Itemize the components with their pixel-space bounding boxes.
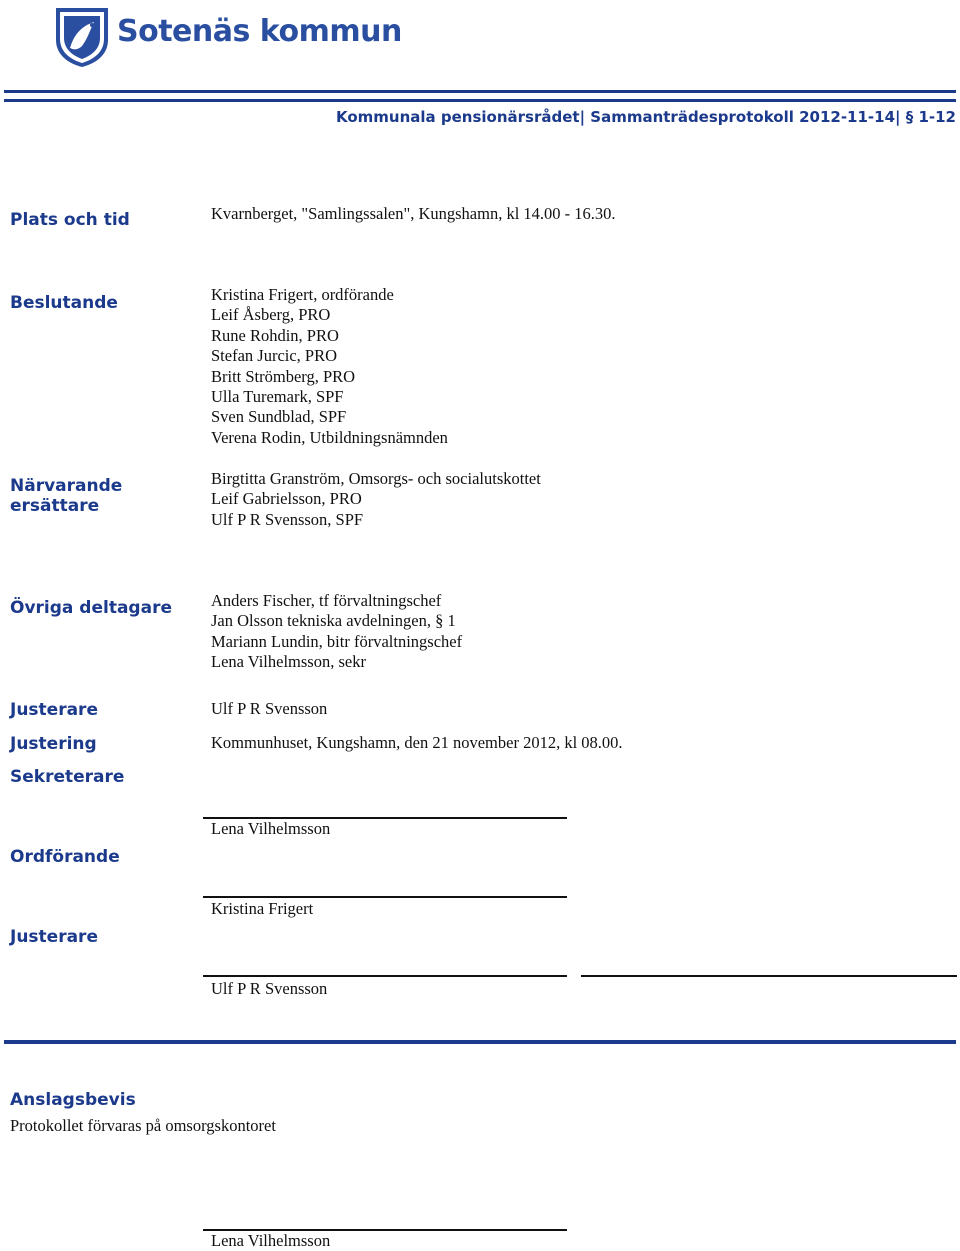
decision-members-list [211, 285, 448, 448]
secretary-name: Lena Vilhelmsson [211, 819, 331, 838]
others-list [211, 591, 462, 673]
list-item: Leif Gabrielsson, PRO [211, 489, 362, 509]
substitutes-label [10, 476, 122, 516]
list-item: Birgtitta Granström, Omsorgs- och socialutskottet [211, 469, 541, 488]
list-item: Britt Strömberg, PRO [211, 366, 356, 386]
list-item: Verena Rodin, Utbildningsnämnden [211, 427, 448, 447]
header-divider [4, 90, 956, 102]
list-item: Sven Sundblad, SPF [211, 407, 347, 427]
notice-text: Protokollet förvaras på omsorgskontoret [10, 1116, 276, 1135]
list-item: Leif Åsberg, PRO [211, 305, 331, 325]
adjuster-signature-line-2 [581, 975, 957, 977]
chair-name: Kristina Frigert [211, 899, 314, 918]
substitutes-label-line-2: ersättare [10, 496, 100, 516]
list-item: Jan Olsson tekniska avdelningen, § 1 [211, 611, 456, 631]
brand-name: Sotenäs kommun [117, 14, 402, 49]
list-item: Stefan Jurcic, PRO [211, 346, 338, 366]
signature-adjuster-name: Ulf P R Svensson [211, 979, 328, 998]
adjuster-signature-line [203, 975, 567, 977]
secretary-label: Sekreterare [10, 767, 125, 787]
signature-adjuster-label: Justerare [10, 927, 98, 947]
list-item: Ulf P R Svensson, SPF [211, 509, 364, 529]
adjuster-label: Justerare [10, 700, 98, 720]
notice-signer: Lena Vilhelmsson [211, 1231, 331, 1250]
substitutes-list [211, 469, 541, 530]
place-label: Plats och tid [10, 210, 130, 230]
list-item: Rune Rohdin, PRO [211, 325, 339, 345]
list-item: Ulla Turemark, SPF [211, 387, 344, 407]
decision-label: Beslutande [10, 293, 118, 313]
document-title: Kommunala pensionärsrådet| Sammanträdesprotokoll 2012-11-14| § 1-12 [335, 108, 956, 126]
list-item: Anders Fischer, tf förvaltningschef [211, 591, 442, 610]
adjustment-label: Justering [10, 734, 97, 754]
logo [52, 4, 112, 68]
adjustment-value: Kommunhuset, Kungshamn, den 21 november 2012, kl 08.00. [211, 733, 623, 752]
notice-divider [4, 1040, 956, 1044]
substitutes-label-line-1: Närvarande [10, 476, 123, 496]
notice-title: Anslagsbevis [10, 1090, 136, 1110]
shield-bird-icon [52, 4, 112, 68]
chair-label: Ordförande [10, 847, 120, 867]
chair-signature-line [203, 896, 567, 898]
others-label: Övriga deltagare [10, 598, 172, 618]
adjuster-value: Ulf P R Svensson [211, 699, 328, 718]
list-item: Lena Vilhelmsson, sekr [211, 652, 366, 672]
list-item: Kristina Frigert, ordförande [211, 285, 394, 304]
place-value: Kvarnberget, "Samlingssalen", Kungshamn, kl 14.00 - 16.30. [211, 204, 616, 223]
list-item: Mariann Lundin, bitr förvaltningschef [211, 631, 463, 651]
